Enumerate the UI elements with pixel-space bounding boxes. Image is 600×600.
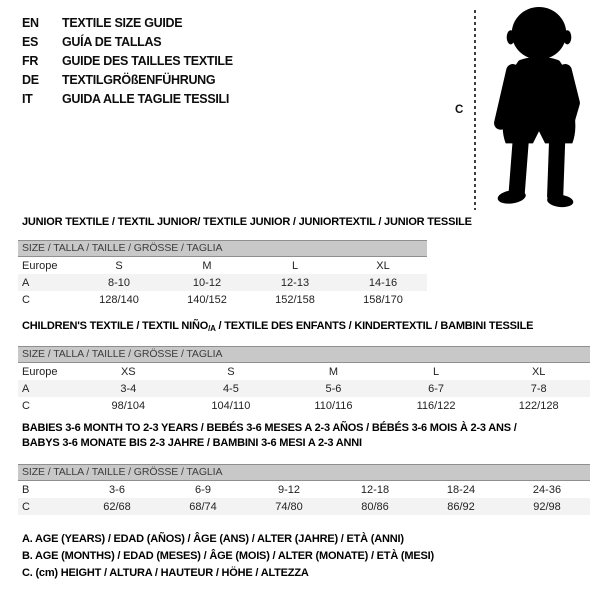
language-row bbox=[22, 89, 233, 108]
height-measure-label: C bbox=[455, 104, 464, 116]
table-row bbox=[18, 498, 590, 515]
language-title: GUÍA DE TALLAS bbox=[62, 34, 162, 49]
size-value-cell: 74/80 bbox=[275, 500, 303, 513]
size-value-cell: S bbox=[115, 259, 123, 272]
size-value-cell: 3-4 bbox=[120, 382, 137, 395]
baby-ear-left bbox=[507, 30, 515, 44]
language-title: TEXTILE SIZE GUIDE bbox=[62, 15, 183, 30]
size-value-cell: 10-12 bbox=[192, 276, 222, 289]
size-value-cell: 24-36 bbox=[532, 483, 562, 496]
size-value-cell: 6-9 bbox=[195, 483, 211, 496]
row-label-cell: Europe bbox=[22, 259, 58, 272]
size-value-cell: 98/104 bbox=[111, 399, 146, 412]
size-value-cell: L bbox=[291, 259, 299, 272]
size-value-cell: 92/98 bbox=[533, 500, 561, 513]
title-text: BABIES 3-6 MONTH TO 2-3 YEARS / BEBÉS 3-6 MESES A 2-3 AÑOS / BÉBÉS 3-6 MOIS À 2-3 ANS / bbox=[22, 422, 517, 434]
size-value-cell: 104/110 bbox=[211, 399, 251, 412]
title-text: CHILDREN'S TEXTILE / TEXTIL NIÑO bbox=[22, 320, 209, 332]
table-row bbox=[18, 274, 427, 291]
footnote-list bbox=[22, 533, 434, 584]
baby-leg-left bbox=[517, 139, 521, 192]
size-value-cell: XS bbox=[120, 365, 136, 378]
section-title-junior bbox=[22, 215, 472, 230]
language-code: EN bbox=[22, 15, 39, 30]
size-value-cell: 158/170 bbox=[363, 293, 403, 306]
size-value-cell: 152/158 bbox=[275, 293, 315, 306]
size-value-cell: XL bbox=[376, 259, 390, 272]
section-title-babies bbox=[22, 421, 517, 451]
size-value-cell: 3-6 bbox=[109, 483, 125, 496]
table-row bbox=[18, 380, 590, 397]
size-value-cell: 122/128 bbox=[518, 399, 559, 412]
baby-ear-right bbox=[563, 30, 571, 44]
table-row bbox=[18, 291, 427, 308]
footnote-line: A. AGE (YEARS) / EDAD (AÑOS) / ÂGE (ANS) / ALTER (JAHRE) / ETÀ (ANNI) bbox=[22, 533, 404, 545]
size-header-bar-junior: SIZE / TALLA / TAILLE / GRÖSSE / TAGLIA bbox=[18, 240, 427, 257]
size-table-babies bbox=[18, 481, 590, 515]
size-table-children bbox=[18, 363, 590, 414]
footnote-line: C. (cm) HEIGHT / ALTURA / HAUTEUR / HÖHE / ALTEZZA bbox=[22, 567, 309, 579]
baby-arm-right bbox=[565, 71, 573, 128]
footnote-line: B. AGE (MONTHS) / EDAD (MESES) / ÂGE (MOIS) / ALTER (MONATE) / ETÀ (MESI) bbox=[22, 550, 434, 562]
row-label-cell: A bbox=[22, 276, 30, 289]
language-row bbox=[22, 70, 233, 89]
baby-leg-right bbox=[555, 139, 557, 196]
size-value-cell: 12-18 bbox=[360, 483, 390, 496]
size-value-cell: 140/152 bbox=[187, 293, 227, 306]
size-value-cell: 7-8 bbox=[530, 382, 547, 395]
language-code: IT bbox=[22, 91, 33, 106]
title-text: JUNIOR TEXTILE / TEXTIL JUNIOR/ TEXTILE JUNIOR / JUNIORTEXTIL / JUNIOR TESSILE bbox=[22, 216, 472, 228]
section-title-babies-line1 bbox=[22, 421, 517, 436]
language-code: ES bbox=[22, 34, 39, 49]
size-value-cell: L bbox=[433, 365, 440, 378]
row-label-cell: C bbox=[22, 500, 30, 513]
size-value-cell: 80/86 bbox=[361, 500, 389, 513]
table-row bbox=[18, 397, 590, 414]
size-value-cell: 68/74 bbox=[189, 500, 217, 513]
size-value-cell: XL bbox=[531, 365, 546, 378]
size-value-cell: 86/92 bbox=[447, 500, 475, 513]
row-label-cell: C bbox=[22, 293, 30, 306]
language-title: TEXTILGRÖßENFÜHRUNG bbox=[62, 72, 216, 87]
title-text: / TEXTILE DES ENFANTS / KINDERTEXTIL / BAMBINI TESSILE bbox=[215, 320, 534, 332]
size-value-cell: 5-6 bbox=[325, 382, 342, 395]
size-value-cell: 18-24 bbox=[446, 483, 476, 496]
language-code: DE bbox=[22, 72, 39, 87]
table-row bbox=[18, 481, 590, 498]
table-row bbox=[18, 363, 590, 380]
row-label-cell: Europe bbox=[22, 365, 58, 378]
size-value-cell: M bbox=[328, 365, 339, 378]
size-value-cell: 116/122 bbox=[416, 399, 456, 412]
size-value-cell: 8-10 bbox=[107, 276, 131, 289]
size-header-bar-children: SIZE / TALLA / TAILLE / GRÖSSE / TAGLIA bbox=[18, 346, 590, 363]
subscript-text: /A bbox=[208, 324, 216, 333]
row-label-cell: B bbox=[22, 483, 30, 496]
size-header-bar-babies: SIZE / TALLA / TAILLE / GRÖSSE / TAGLIA bbox=[18, 464, 590, 481]
section-title-babies-line2 bbox=[22, 436, 517, 451]
size-value-cell: S bbox=[227, 365, 235, 378]
size-table-junior bbox=[18, 257, 427, 308]
title-text: BABYS 3-6 MONATE BIS 2-3 JAHRE / BAMBINI 3-6 MESI A 2-3 ANNI bbox=[22, 437, 362, 449]
language-title-list bbox=[22, 13, 233, 108]
row-label-cell: A bbox=[22, 382, 30, 395]
size-value-cell: 14-16 bbox=[368, 276, 398, 289]
size-value-cell: 12-13 bbox=[280, 276, 310, 289]
size-value-cell: 4-5 bbox=[222, 382, 239, 395]
language-row bbox=[22, 51, 233, 70]
size-value-cell: 9-12 bbox=[277, 483, 301, 496]
size-value-cell: 6-7 bbox=[428, 382, 445, 395]
table-row bbox=[18, 257, 427, 274]
baby-silhouette bbox=[486, 6, 592, 208]
row-label-cell: C bbox=[22, 399, 30, 412]
language-row bbox=[22, 13, 233, 32]
size-value-cell: 110/116 bbox=[314, 399, 353, 412]
section-title-children bbox=[22, 319, 533, 336]
language-title: GUIDE DES TAILLES TEXTILE bbox=[62, 53, 233, 68]
language-row bbox=[22, 32, 233, 51]
height-measure-dashed-line bbox=[474, 10, 476, 210]
language-code: FR bbox=[22, 53, 39, 68]
size-value-cell: M bbox=[202, 259, 212, 272]
language-title: GUIDA ALLE TAGLIE TESSILI bbox=[62, 91, 230, 106]
size-value-cell: 62/68 bbox=[103, 500, 131, 513]
size-value-cell: 128/140 bbox=[99, 293, 139, 306]
